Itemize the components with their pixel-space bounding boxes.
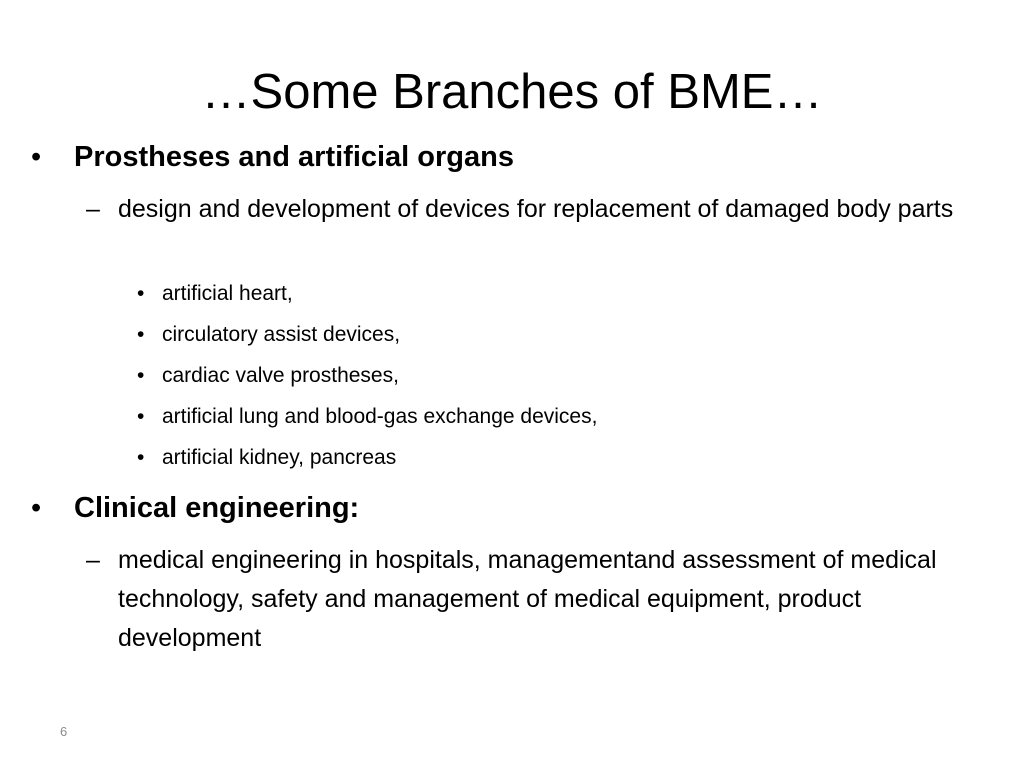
bullet-icon: • — [137, 282, 145, 305]
dash-icon: – — [86, 195, 100, 223]
list-item: cardiac valve prostheses, — [162, 364, 399, 387]
list-item: artificial lung and blood-gas exchange devices, — [162, 405, 598, 428]
page-number: 6 — [60, 724, 68, 739]
section-description-prostheses: design and development of devices for replacement of damaged body parts — [118, 195, 954, 223]
section-heading-clinical: Clinical engineering: — [74, 492, 360, 524]
list-item: artificial heart, — [162, 282, 293, 305]
slide-title: …Some Branches of BME… — [201, 65, 823, 119]
bullet-icon: • — [31, 492, 42, 524]
list-item: circulatory assist devices, — [162, 323, 401, 346]
bullet-icon: • — [137, 364, 145, 387]
bullet-icon: • — [137, 323, 145, 346]
bullet-icon: • — [137, 405, 145, 428]
section-description-clinical: medical engineering in hospitals, managementand assessment of medical technology, safety and management of medical equipment, product development — [118, 546, 937, 652]
section-heading-prostheses: Prostheses and artificial organs — [74, 141, 514, 173]
bullet-icon: • — [31, 141, 42, 173]
dash-icon: – — [86, 546, 100, 574]
bullet-icon: • — [137, 446, 145, 469]
list-item: artificial kidney, pancreas — [162, 446, 397, 469]
